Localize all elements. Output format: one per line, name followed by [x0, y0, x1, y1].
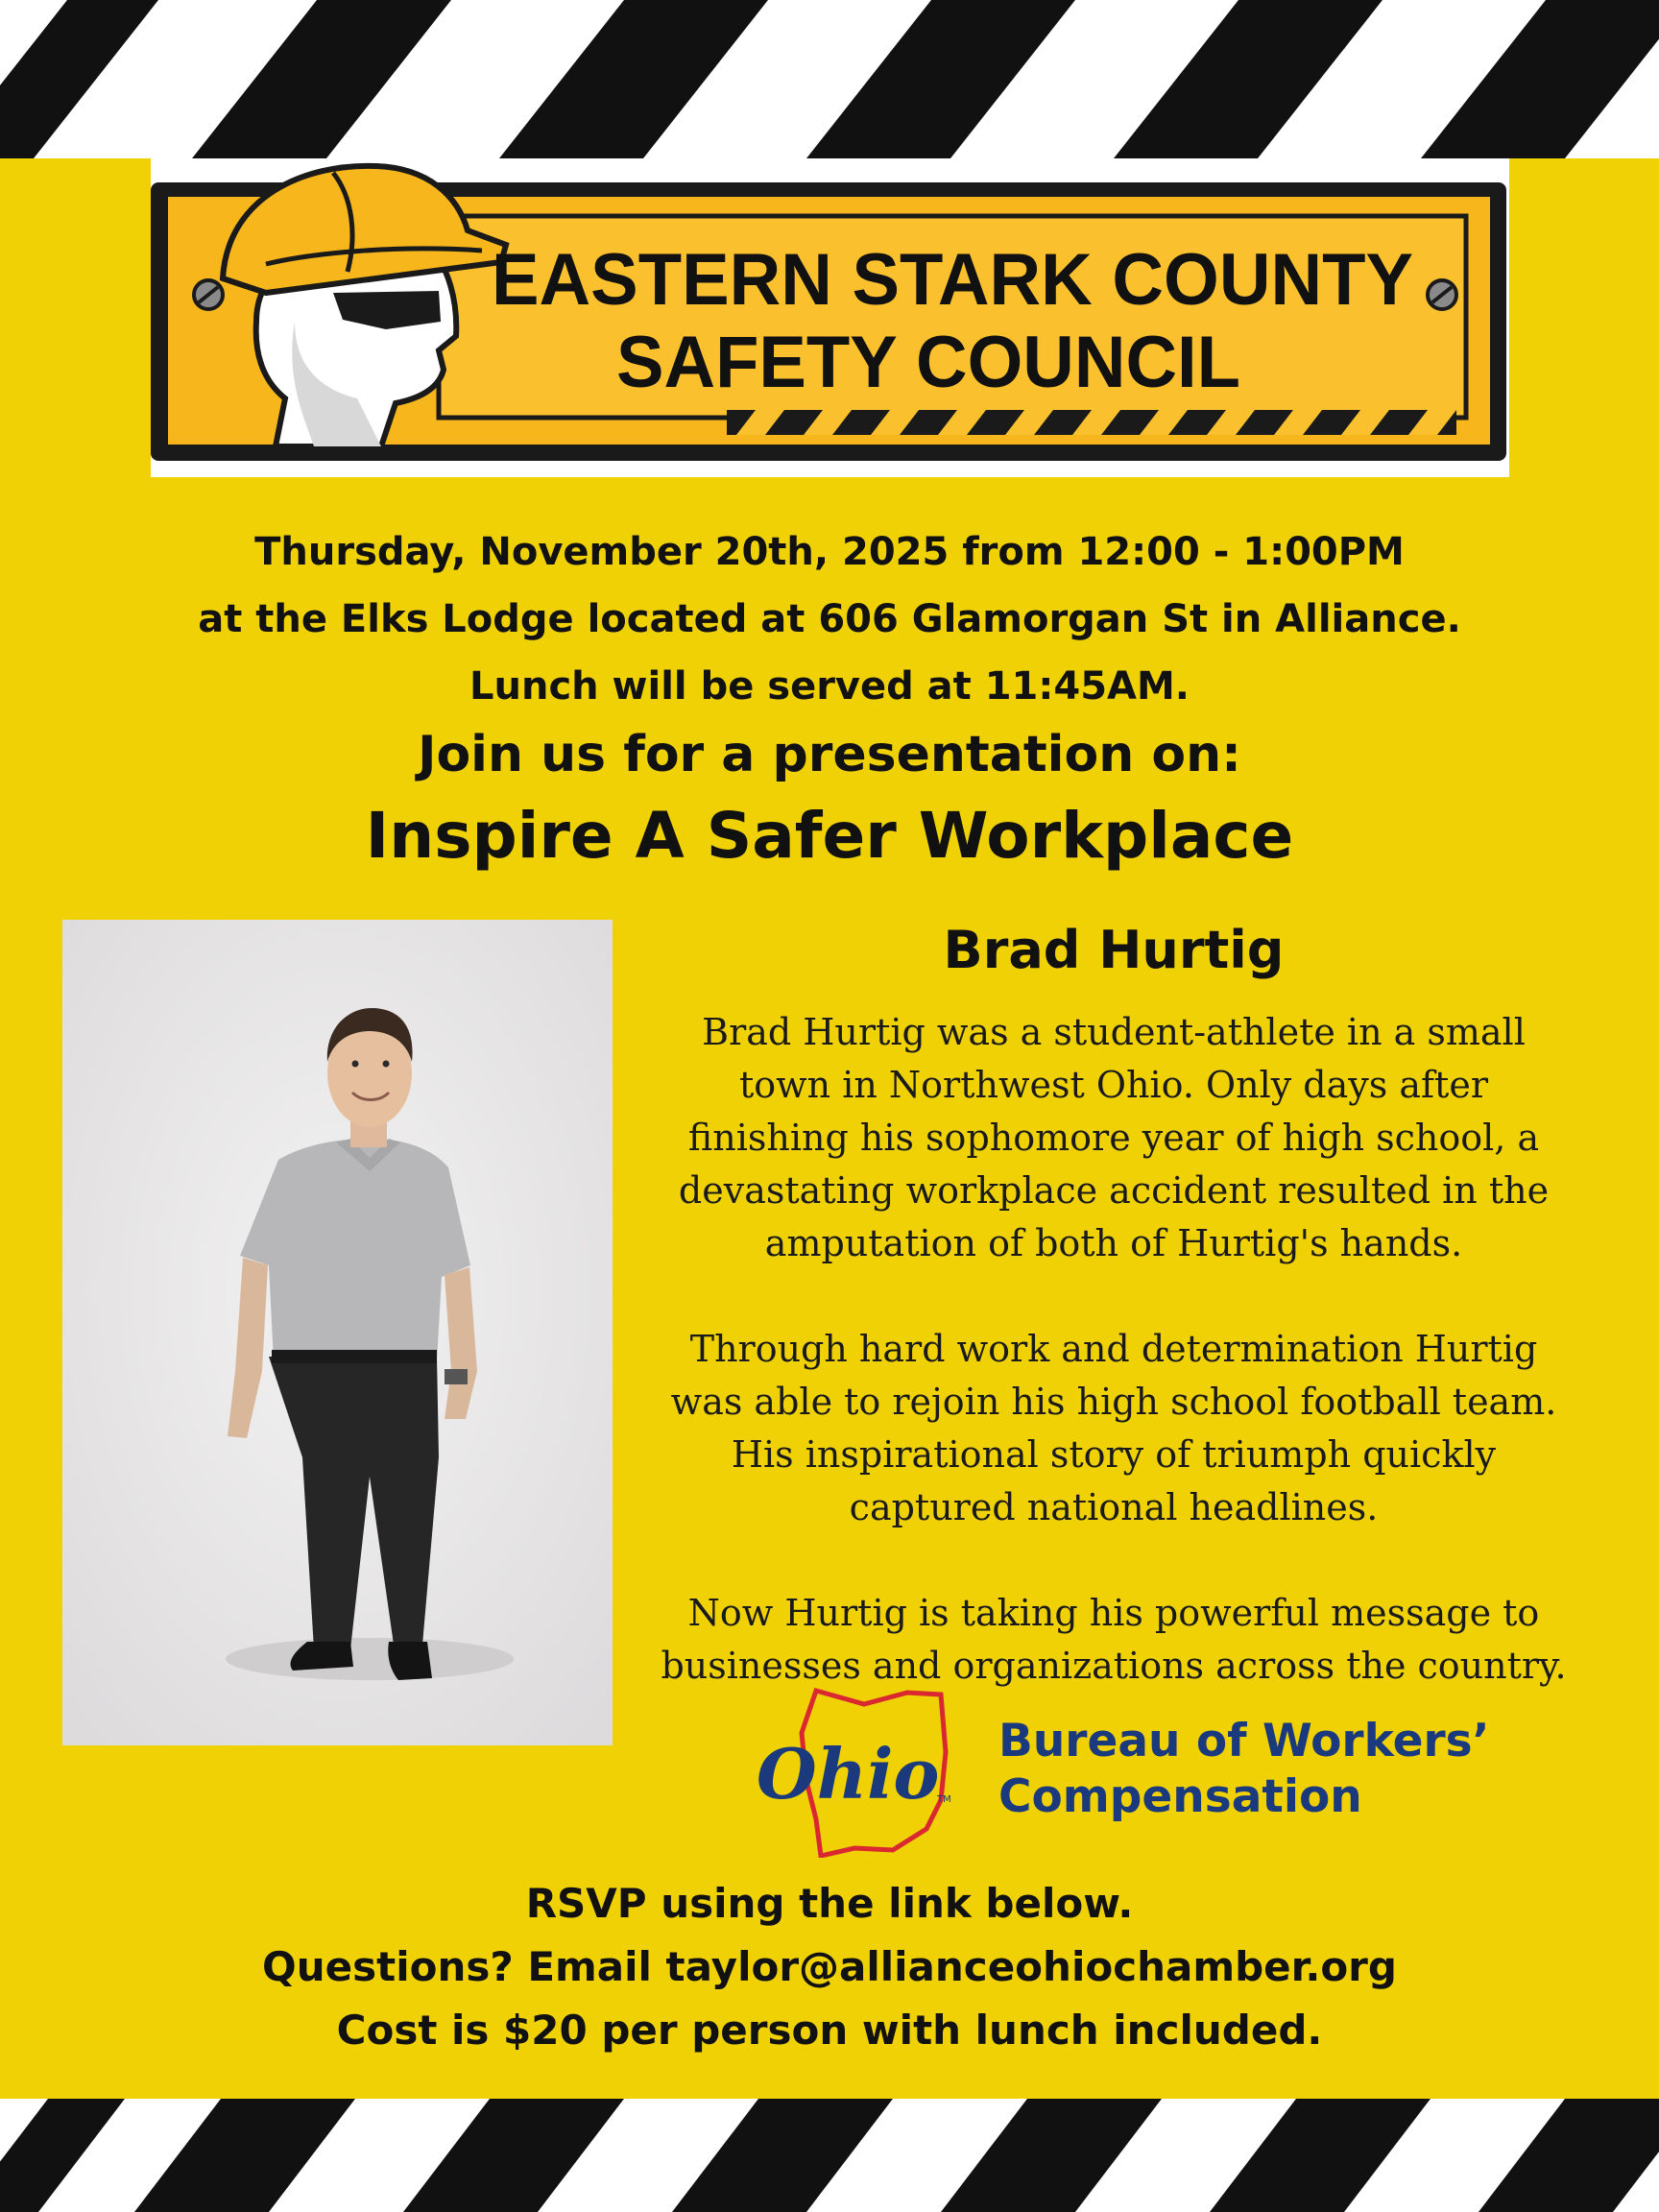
bio-line: finishing his sophomore year of high school, a [687, 1117, 1540, 1159]
bio-line: Brad Hurtig was a student-athlete in a small [702, 1011, 1526, 1053]
event-location-line: at the Elks Lodge located at 606 Glamorgan St in Alliance. [198, 597, 1461, 641]
ohio-bwc-logo [749, 1685, 1490, 1858]
ohio-tm: TM [937, 1794, 951, 1805]
hazard-stripe-top-graphic [0, 0, 1659, 158]
event-details [38, 518, 1621, 720]
ohio-state-outline-icon [749, 1685, 998, 1858]
ohio-wordmark: Ohio [757, 1733, 940, 1815]
speaker-bio [634, 1006, 1594, 1693]
rsvp-email-line[interactable]: Questions? Email taylor@allianceohiochamber.org [262, 1943, 1397, 1990]
logo-line2: SAFETY COUNCIL [616, 322, 1240, 403]
event-lunch-line: Lunch will be served at 11:45AM. [469, 664, 1190, 709]
presentation-intro: Join us for a presentation on: [418, 726, 1241, 783]
bio-paragraph [634, 1587, 1594, 1693]
speaker-photo [62, 920, 613, 1745]
bwc-line2: Compensation [998, 1770, 1362, 1823]
bio-line: His inspirational story of triumph quickly [731, 1433, 1497, 1476]
safety-council-logo-graphic [151, 158, 1509, 477]
hazard-stripe-top [0, 0, 1659, 158]
bio-line: devastating workplace accident resulted in the [678, 1169, 1550, 1212]
presentation-title: Inspire A Safer Workplace [365, 799, 1294, 873]
bio-line: captured national headlines. [849, 1486, 1379, 1528]
event-date-line: Thursday, November 20th, 2025 from 12:00 - 1:00PM [254, 530, 1405, 574]
bio-line: businesses and organizations across the country. [661, 1645, 1567, 1687]
speaker-photo-graphic [62, 920, 613, 1745]
bio-line: Through hard work and determination Hurtig [689, 1328, 1538, 1370]
rsvp-cost-line: Cost is $20 per person with lunch included. [336, 2007, 1323, 2054]
bio-paragraph [634, 1006, 1594, 1270]
speaker-name: Brad Hurtig [943, 920, 1285, 980]
bio-paragraph [634, 1323, 1594, 1534]
bwc-name [998, 1714, 1490, 1825]
rsvp-line: RSVP using the link below. [525, 1880, 1134, 1927]
bwc-line1: Bureau of Workers’ [998, 1715, 1490, 1767]
rsvp-block [38, 1872, 1621, 2062]
bio-line: was able to rejoin his high school football team. [670, 1381, 1557, 1423]
bio-line: town in Northwest Ohio. Only days after [739, 1064, 1488, 1106]
safety-council-logo [151, 158, 1509, 477]
hazard-stripe-bottom-graphic [0, 2099, 1659, 2212]
hazard-stripe-bottom [0, 2099, 1659, 2212]
bio-line: amputation of both of Hurtig's hands. [764, 1222, 1463, 1264]
logo-line1: EASTERN STARK COUNTY [492, 239, 1413, 321]
bio-line: Now Hurtig is taking his powerful message to [687, 1592, 1540, 1634]
